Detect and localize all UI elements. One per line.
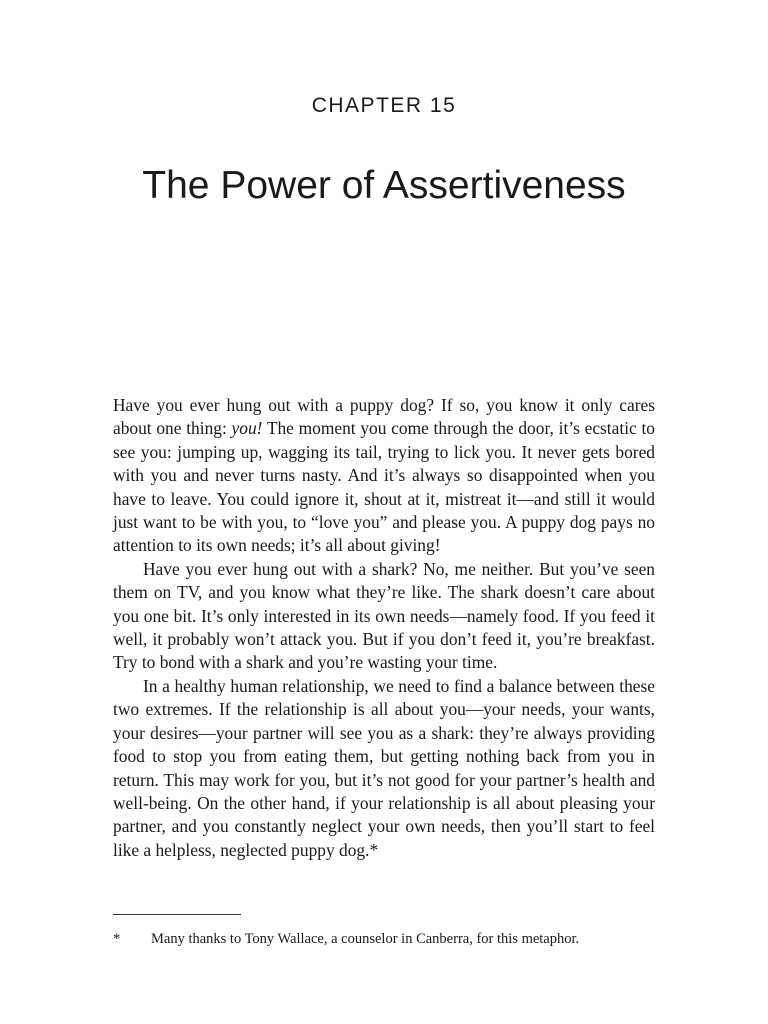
footnote-text: Many thanks to Tony Wallace, a counselor in Canberra, for this metaphor.: [151, 931, 580, 947]
paragraph-puppy-text-after: The moment you come through the door, it’s ecstatic to see you: jumping up, wagging its tail, trying to lick you. It never gets bored with you and never turns nasty. And it’s always so disappointed when you have to leave. You could ignore it, shout at it, mistreat it—and still it would just want to be with you, to “love you” and please you. A puppy dog pays no attention to its own needs; it’s all about giving!: [113, 418, 656, 556]
chapter-title: The Power of Assertiveness: [142, 164, 626, 207]
paragraph-balance: In a healthy human relationship, we need to find a balance between these two extremes. If the relationship is all about you—your needs, your wants, your desires—your partner will see you as a shark: they’re always providing food to stop you from eating them, but getting nothing back from you in return. This may work for you, but it’s not good for your partner’s health and well-being. On the other hand, if your relationship is all about pleasing your partner, and you constantly neglect your own needs, then you’ll start to feel like a helpless, neglected puppy dog.*: [113, 675, 655, 860]
footnote-marker: *: [113, 931, 121, 947]
body-text: [113, 394, 655, 862]
paragraph-puppy-text-before: Have you ever hung out with a puppy dog? If so, you know it only cares about one thing:: [113, 395, 655, 439]
paragraph-puppy: [113, 394, 655, 558]
footnote-divider: [113, 914, 241, 915]
paragraph-shark: Have you ever hung out with a shark? No, me neither. But you’ve seen them on TV, and you know what they’re like. The shark doesn’t care about you one bit. It’s only interested in its own needs—namely food. If you feed it well, it probably won’t attack you. But if you don’t feed it, you’re breakfast. Try to bond with a shark and you’re wasting your time.: [113, 558, 655, 673]
paragraph-puppy-emphasis: you!: [231, 418, 263, 439]
chapter-label: CHAPTER 15: [311, 94, 457, 117]
footnote: [113, 929, 673, 949]
